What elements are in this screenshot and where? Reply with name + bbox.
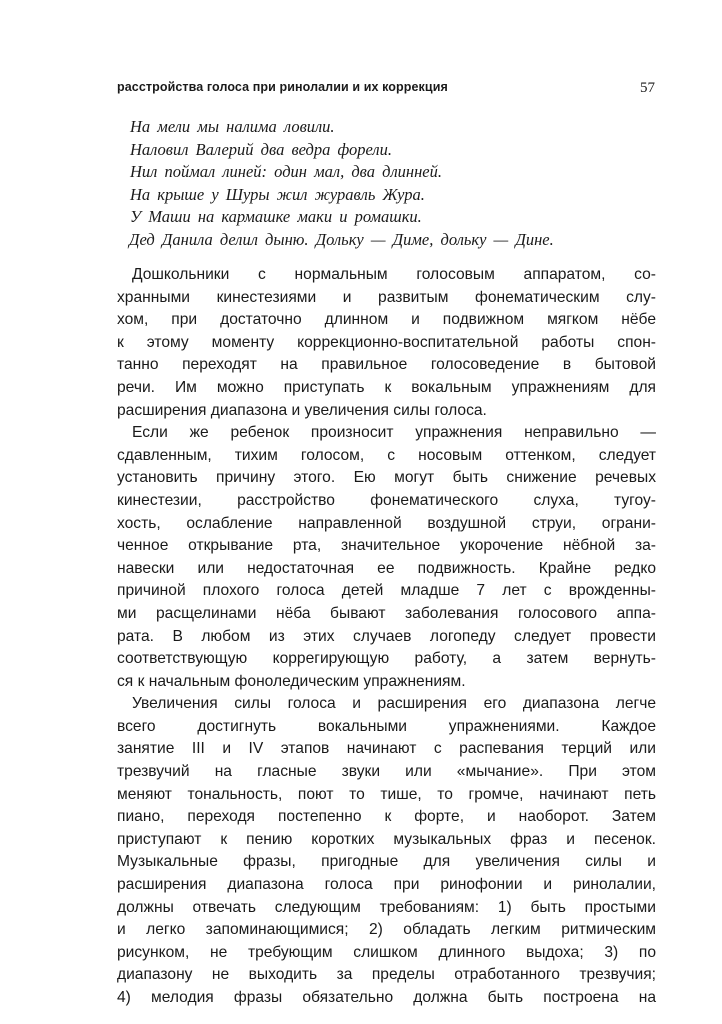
paragraph-line: 4) мелодия фразы обязательно должна быть построена на <box>117 989 656 1006</box>
paragraph-line: и легко запоминающимися; 2) обладать легким ритмическим <box>117 921 656 939</box>
paragraph-line: хость, ослабление направленной воздушной струи, ограни- <box>117 514 656 532</box>
paragraph-line: ми расщелинами нёба бывают заболевания голосового аппа- <box>117 604 656 622</box>
paragraph-line: расширения диапазона голоса при ринофонии и ринолалии, <box>117 876 656 894</box>
paragraph-line: навески или недостаточная ее подвижность. Крайне редко <box>117 559 656 577</box>
poem-line: Нил поймал линей: один мал, два длинней. <box>130 162 442 181</box>
paragraph-line: хранными кинестезиями и развитым фонематическим слу- <box>117 288 656 306</box>
poem-line: У Маши на кармашке маки и ромашки. <box>130 207 422 226</box>
paragraph-line: кинестезии, расстройство фонематического слуха, тугоу- <box>117 491 656 509</box>
paragraph-line: меняют тональность, поют то тише, то громче, начинают петь <box>117 785 656 803</box>
paragraph-line: сдавленным, тихим голосом, с носовым оттенком, следует <box>117 446 656 464</box>
paragraph-line: установить причину этого. Ею могут быть снижение речевых <box>117 469 656 487</box>
paragraph-line: расширения диапазона и увеличения силы голоса. <box>117 401 487 419</box>
page-number: 57 <box>640 80 655 96</box>
poem-line: Наловил Валерий два ведра форели. <box>130 139 392 159</box>
paragraph-line: речи. Им можно приступать к вокальным упражнениям для <box>117 378 656 396</box>
paragraph-line: Увеличения силы голоса и расширения его диапазона легче <box>132 695 656 713</box>
body-text <box>117 264 656 1010</box>
paragraph-line: рисунком, не требующим слишком длинного выдоха; 3) по <box>117 943 656 961</box>
paragraph-line: ченное открывание рта, значительное укорочение нёбной за- <box>117 537 656 555</box>
paragraph-line: соответствующую коррегирующую работу, а затем вернуть- <box>117 650 656 668</box>
running-head: расстройства голоса при ринолалии и их коррекция <box>117 80 448 94</box>
paragraph-line: должны отвечать следующим требованиям: 1) быть простыми <box>117 898 656 916</box>
paragraph-line: хом, при достаточно длинном и подвижном мягком нёбе <box>117 311 656 329</box>
paragraph-line: причиной плохого голоса детей младше 7 лет с врожденны- <box>117 582 656 600</box>
poem-line: На мели мы налима ловили. <box>130 117 335 136</box>
paragraph-line: к этому моменту коррекционно-воспитательной работы спон- <box>117 333 656 351</box>
poem-line: На крыше у Шуры жил журавль Жура. <box>130 184 425 204</box>
poem-line: Дед Данила делил дыню. Дольку — Диме, дольку — Дине. <box>129 229 554 249</box>
paragraph-line: приступают к пению коротких музыкальных фраз и песенок. <box>117 830 656 848</box>
paragraph-line: Дошкольники с нормальным голосовым аппаратом, со- <box>132 266 656 283</box>
paragraph-line: Музыкальные фразы, пригодные для увеличения силы и <box>117 853 656 871</box>
paragraph-line: диапазону не выходить за пределы отработанного трезвучия; <box>117 966 656 984</box>
paragraph-line: ся к начальным фоноледическим упражнениям. <box>117 672 466 690</box>
paragraph-line: танно переходят на правильное голосоведение в бытовой <box>117 356 656 374</box>
paragraph-line: всего достигнуть вокальными упражнениями. Каждое <box>117 717 656 735</box>
paragraph-line: трезвучий на гласные звуки или «мычание». При этом <box>117 763 656 781</box>
tongue-twister-poem <box>130 116 670 251</box>
paragraph-line: рата. В любом из этих случаев логопеду следует провести <box>117 627 656 645</box>
paragraph-line: занятие III и IV этапов начинают с распевания терций или <box>117 740 656 758</box>
paragraph-line: Если же ребенок произносит упражнения неправильно — <box>132 424 656 442</box>
paragraph-line: пиано, переходя постепенно к форте, и наоборот. Затем <box>117 808 656 826</box>
